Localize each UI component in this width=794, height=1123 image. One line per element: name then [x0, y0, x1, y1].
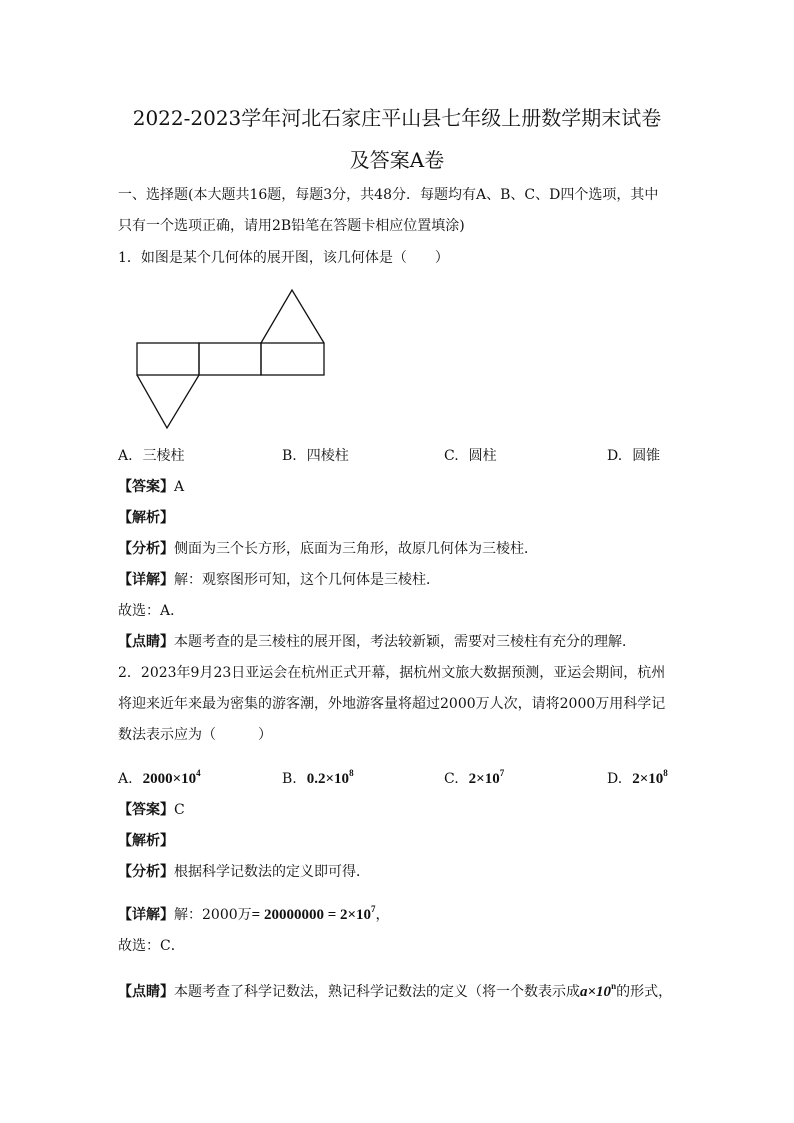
q2-option-d: D. $2\times 10^8$ [607, 768, 668, 787]
q2-option-a: A. $2000\times 10^4$ [118, 768, 201, 787]
q1-fenxi: 【分析】侧面为三个长方形，底面为三角形，故原几何体为三棱柱． [118, 541, 538, 557]
q2-fenxi: 【分析】根据科学记数法的定义即可得． [118, 864, 370, 880]
q1-answer: 【答案】A [118, 479, 185, 495]
q1-option-c: C. 圆柱 [444, 448, 497, 464]
prism-net-figure [130, 283, 330, 433]
q2-guxuan: 故选：C． [118, 938, 185, 954]
title-line-2: 及答案A卷 [349, 148, 445, 172]
net-rect-1 [137, 343, 199, 375]
q1-jiexi: 【解析】 [118, 510, 174, 526]
q2-jiexi: 【解析】 [118, 833, 174, 849]
q2-xiangjie-formula: = $20000000 = 2\times 10^7$ [251, 904, 376, 923]
section-heading: 一、选择题(本大题共16题，每题3分，共48分．每题均有A、B、C、D四个选项，其中 [118, 187, 659, 203]
q2-xiangjie: 【详解】解：2000万= $20000000 = 2\times 10^7$， [118, 904, 390, 923]
q1-option-d: D. 圆锥 [607, 448, 661, 464]
q2-option-c: C. $2\times 10^7$ [444, 768, 505, 787]
section-heading-cont: 只有一个选项正确，请用2B铅笔在答题卡相应位置填涂) [118, 218, 465, 234]
q2-stem-3: 数法表示应为（ ） [118, 727, 272, 743]
q2-stem-1: 2．2023年9月23日亚运会在杭州正式开幕，据杭州文旅大数据预测，亚运会期间，杭州 [118, 665, 666, 681]
net-rect-3 [261, 343, 324, 375]
q2-answer: 【答案】C [118, 802, 185, 818]
q1-stem: 1．如图是某个几何体的展开图，该几何体是（ ） [118, 250, 449, 266]
q1-dianjing: 【点睛】本题考查的是三棱柱的展开图，考法较新颖，需要对三棱柱有充分的理解． [118, 634, 636, 650]
q1-xiangjie: 【详解】解：观察图形可知，这个几何体是三棱柱． [118, 572, 440, 588]
q2-dianjing-formula: $a\times 10^n$ [580, 981, 617, 1000]
q1-option-b: B. 四棱柱 [282, 448, 349, 464]
title-line-1: 2022-2023学年河北石家庄平山县七年级上册数学期末试卷 [132, 106, 662, 130]
q2-dianjing: 【点睛】本题考查了科学记数法，熟记科学记数法的定义（将一个数表示成$a\times 10^n$的形式， [118, 981, 673, 1000]
q1-guxuan: 故选：A． [118, 603, 185, 619]
net-triangle-bottom [137, 375, 199, 428]
q1-option-a: A. 三棱柱 [118, 448, 185, 464]
q2-option-b: B. $0.2\times 10^8$ [282, 768, 354, 787]
q2-stem-2: 将迎来近年来最为密集的游客潮，外地游客量将超过2000万人次，请将2000万用科学记 [118, 696, 666, 712]
net-rect-2 [199, 343, 261, 375]
net-triangle-top [261, 290, 324, 343]
